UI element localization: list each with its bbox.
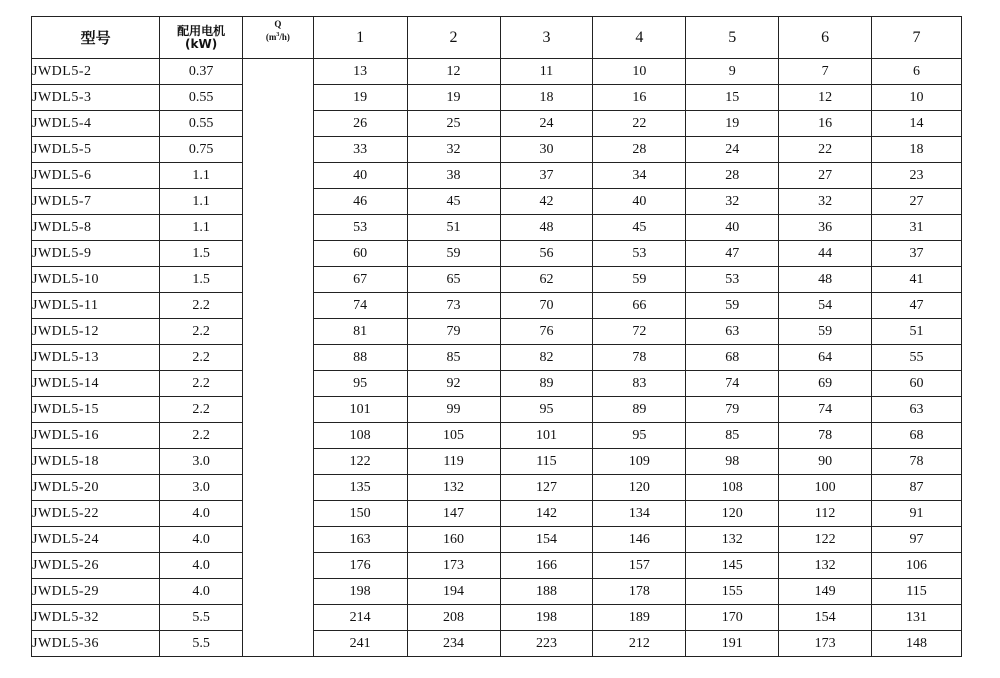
head-value-cell: 6 xyxy=(872,59,962,85)
flow-column-6-header: 6 xyxy=(779,17,872,59)
head-value-cell: 79 xyxy=(407,319,500,345)
head-value-cell: 88 xyxy=(313,345,407,371)
head-value-cell: 150 xyxy=(313,501,407,527)
head-value-cell: 108 xyxy=(686,475,779,501)
head-value-cell: 198 xyxy=(500,605,593,631)
head-value-cell: 173 xyxy=(407,553,500,579)
head-value-cell: 120 xyxy=(686,501,779,527)
head-value-cell: 85 xyxy=(686,423,779,449)
table-row xyxy=(32,371,962,397)
head-value-cell: 149 xyxy=(779,579,872,605)
head-value-cell: 32 xyxy=(407,137,500,163)
table-row xyxy=(32,449,962,475)
motor-power-cell: 5.5 xyxy=(160,631,243,657)
motor-power-cell: 1.5 xyxy=(160,241,243,267)
model-cell: JWDL5-14 xyxy=(32,371,160,397)
head-value-cell: 154 xyxy=(779,605,872,631)
head-value-cell: 69 xyxy=(779,371,872,397)
head-value-cell: 12 xyxy=(407,59,500,85)
head-value-cell: 41 xyxy=(872,267,962,293)
head-value-cell: 25 xyxy=(407,111,500,137)
head-value-cell: 101 xyxy=(313,397,407,423)
head-value-cell: 135 xyxy=(313,475,407,501)
model-cell: JWDL5-26 xyxy=(32,553,160,579)
head-value-cell: 47 xyxy=(872,293,962,319)
head-value-cell: 78 xyxy=(872,449,962,475)
motor-power-cell: 4.0 xyxy=(160,501,243,527)
table-row xyxy=(32,137,962,163)
table-row xyxy=(32,267,962,293)
head-value-cell: 90 xyxy=(779,449,872,475)
head-value-cell: 106 xyxy=(872,553,962,579)
model-cell: JWDL5-12 xyxy=(32,319,160,345)
head-value-cell: 100 xyxy=(779,475,872,501)
head-value-cell: 13 xyxy=(313,59,407,85)
head-value-cell: 72 xyxy=(593,319,686,345)
head-value-cell: 27 xyxy=(779,163,872,189)
motor-power-cell: 2.2 xyxy=(160,293,243,319)
head-value-cell: 119 xyxy=(407,449,500,475)
head-value-cell: 109 xyxy=(593,449,686,475)
head-value-cell: 10 xyxy=(872,85,962,111)
table-body xyxy=(32,59,962,657)
head-value-cell: 78 xyxy=(779,423,872,449)
head-value-cell: 212 xyxy=(593,631,686,657)
head-value-cell: 63 xyxy=(872,397,962,423)
head-value-cell: 68 xyxy=(872,423,962,449)
model-cell: JWDL5-7 xyxy=(32,189,160,215)
head-value-cell: 16 xyxy=(593,85,686,111)
head-value-cell: 33 xyxy=(313,137,407,163)
motor-power-cell: 4.0 xyxy=(160,579,243,605)
table-row xyxy=(32,85,962,111)
head-value-cell: 44 xyxy=(779,241,872,267)
head-value-cell: 14 xyxy=(872,111,962,137)
head-value-cell: 19 xyxy=(313,85,407,111)
head-value-cell: 9 xyxy=(686,59,779,85)
head-value-cell: 91 xyxy=(872,501,962,527)
head-value-cell: 28 xyxy=(593,137,686,163)
head-value-cell: 127 xyxy=(500,475,593,501)
motor-power-cell: 2.2 xyxy=(160,371,243,397)
model-cell: JWDL5-18 xyxy=(32,449,160,475)
head-value-cell: 40 xyxy=(593,189,686,215)
head-value-cell: 101 xyxy=(500,423,593,449)
motor-power-cell: 5.5 xyxy=(160,605,243,631)
head-value-cell: 23 xyxy=(872,163,962,189)
motor-power-cell: 2.2 xyxy=(160,319,243,345)
model-cell: JWDL5-11 xyxy=(32,293,160,319)
head-value-cell: 148 xyxy=(872,631,962,657)
model-cell: JWDL5-22 xyxy=(32,501,160,527)
head-value-cell: 146 xyxy=(593,527,686,553)
head-value-cell: 59 xyxy=(686,293,779,319)
head-value-cell: 134 xyxy=(593,501,686,527)
head-value-cell: 173 xyxy=(779,631,872,657)
head-value-cell: 112 xyxy=(779,501,872,527)
head-value-cell: 19 xyxy=(407,85,500,111)
motor-header-unit: (kW) xyxy=(185,36,218,51)
head-value-cell: 62 xyxy=(500,267,593,293)
motor-power-cell: 1.1 xyxy=(160,163,243,189)
table-row xyxy=(32,579,962,605)
head-value-cell: 131 xyxy=(872,605,962,631)
head-value-cell: 163 xyxy=(313,527,407,553)
head-value-cell: 36 xyxy=(779,215,872,241)
table-row xyxy=(32,605,962,631)
head-value-cell: 67 xyxy=(313,267,407,293)
model-cell: JWDL5-32 xyxy=(32,605,160,631)
model-column-header: 型号 xyxy=(32,17,160,59)
motor-power-cell: 1.1 xyxy=(160,215,243,241)
head-value-cell: 223 xyxy=(500,631,593,657)
head-value-cell: 132 xyxy=(686,527,779,553)
head-value-cell: 78 xyxy=(593,345,686,371)
motor-power-cell: 0.55 xyxy=(160,111,243,137)
model-cell: JWDL5-5 xyxy=(32,137,160,163)
table-row xyxy=(32,163,962,189)
head-value-cell: 45 xyxy=(593,215,686,241)
head-value-cell: 108 xyxy=(313,423,407,449)
head-value-cell: 59 xyxy=(593,267,686,293)
head-value-cell: 194 xyxy=(407,579,500,605)
head-value-cell: 19 xyxy=(686,111,779,137)
head-value-cell: 120 xyxy=(593,475,686,501)
pump-spec-table-container xyxy=(31,16,962,657)
head-value-cell: 83 xyxy=(593,371,686,397)
head-value-cell: 15 xyxy=(686,85,779,111)
head-value-cell: 241 xyxy=(313,631,407,657)
head-value-cell: 27 xyxy=(872,189,962,215)
head-value-cell: 54 xyxy=(779,293,872,319)
head-value-cell: 48 xyxy=(500,215,593,241)
motor-power-cell: 1.1 xyxy=(160,189,243,215)
head-value-cell: 214 xyxy=(313,605,407,631)
head-value-cell: 37 xyxy=(500,163,593,189)
head-value-cell: 22 xyxy=(779,137,872,163)
flow-column-1-header: 1 xyxy=(313,17,407,59)
flow-column-2-header: 2 xyxy=(407,17,500,59)
head-value-cell: 37 xyxy=(872,241,962,267)
head-value-cell: 147 xyxy=(407,501,500,527)
head-value-cell: 64 xyxy=(779,345,872,371)
head-value-cell: 56 xyxy=(500,241,593,267)
table-row xyxy=(32,319,962,345)
head-value-cell: 26 xyxy=(313,111,407,137)
head-value-cell: 97 xyxy=(872,527,962,553)
head-value-cell: 191 xyxy=(686,631,779,657)
head-value-cell: 95 xyxy=(593,423,686,449)
head-value-cell: 47 xyxy=(686,241,779,267)
head-value-cell: 66 xyxy=(593,293,686,319)
head-value-cell: 105 xyxy=(407,423,500,449)
head-value-cell: 11 xyxy=(500,59,593,85)
table-row xyxy=(32,553,962,579)
head-value-cell: 115 xyxy=(872,579,962,605)
flow-column-7-header: 7 xyxy=(872,17,962,59)
flow-rate-unit: $(m^3/h)$ xyxy=(265,32,290,42)
table-row xyxy=(32,501,962,527)
motor-power-cell: 3.0 xyxy=(160,449,243,475)
model-cell: JWDL5-13 xyxy=(32,345,160,371)
head-value-cell: 46 xyxy=(313,189,407,215)
model-cell: JWDL5-24 xyxy=(32,527,160,553)
head-value-cell: 63 xyxy=(686,319,779,345)
head-value-cell: 79 xyxy=(686,397,779,423)
head-value-cell: 38 xyxy=(407,163,500,189)
head-value-cell: 188 xyxy=(500,579,593,605)
head-value-cell: 189 xyxy=(593,605,686,631)
model-cell: JWDL5-2 xyxy=(32,59,160,85)
table-row xyxy=(32,293,962,319)
head-value-cell: 115 xyxy=(500,449,593,475)
head-value-cell: 122 xyxy=(779,527,872,553)
model-cell: JWDL5-9 xyxy=(32,241,160,267)
head-value-cell: 40 xyxy=(313,163,407,189)
head-value-cell: 70 xyxy=(500,293,593,319)
head-value-cell: 89 xyxy=(593,397,686,423)
head-value-cell: 82 xyxy=(500,345,593,371)
head-value-cell: 32 xyxy=(779,189,872,215)
head-value-cell: 74 xyxy=(313,293,407,319)
model-cell: JWDL5-10 xyxy=(32,267,160,293)
header-row xyxy=(32,17,962,59)
model-cell: JWDL5-36 xyxy=(32,631,160,657)
table-row xyxy=(32,241,962,267)
head-value-cell: 142 xyxy=(500,501,593,527)
motor-power-cell: 0.55 xyxy=(160,85,243,111)
model-cell: JWDL5-16 xyxy=(32,423,160,449)
head-value-cell: 30 xyxy=(500,137,593,163)
head-value-cell: 68 xyxy=(686,345,779,371)
head-value-cell: 208 xyxy=(407,605,500,631)
head-value-cell: 24 xyxy=(500,111,593,137)
head-value-cell: 53 xyxy=(313,215,407,241)
head-value-cell: 98 xyxy=(686,449,779,475)
head-value-cell: 160 xyxy=(407,527,500,553)
motor-power-cell: 1.5 xyxy=(160,267,243,293)
table-row xyxy=(32,345,962,371)
head-value-cell: 18 xyxy=(872,137,962,163)
head-value-cell: 22 xyxy=(593,111,686,137)
head-value-cell: 10 xyxy=(593,59,686,85)
head-value-cell: 145 xyxy=(686,553,779,579)
head-value-cell: 42 xyxy=(500,189,593,215)
head-value-cell: 51 xyxy=(407,215,500,241)
head-value-cell: 24 xyxy=(686,137,779,163)
table-row xyxy=(32,397,962,423)
table-header xyxy=(32,17,962,59)
head-value-cell: 76 xyxy=(500,319,593,345)
head-value-cell: 99 xyxy=(407,397,500,423)
head-value-cell: 60 xyxy=(313,241,407,267)
motor-power-cell: 2.2 xyxy=(160,423,243,449)
head-value-cell: 132 xyxy=(407,475,500,501)
head-value-cell: 170 xyxy=(686,605,779,631)
head-value-cell: 154 xyxy=(500,527,593,553)
head-value-cell: 48 xyxy=(779,267,872,293)
flow-column-5-header: 5 xyxy=(686,17,779,59)
model-cell: JWDL5-3 xyxy=(32,85,160,111)
motor-power-cell: 4.0 xyxy=(160,553,243,579)
pump-spec-table xyxy=(31,16,962,657)
motor-header-title: 配用电机 xyxy=(177,23,226,38)
head-value-cell: 34 xyxy=(593,163,686,189)
table-row xyxy=(32,631,962,657)
motor-power-cell: 2.2 xyxy=(160,345,243,371)
model-cell: JWDL5-20 xyxy=(32,475,160,501)
head-value-cell: 31 xyxy=(872,215,962,241)
head-value-cell: 122 xyxy=(313,449,407,475)
head-value-cell: 32 xyxy=(686,189,779,215)
head-value-cell: 234 xyxy=(407,631,500,657)
motor-power-cell: 0.75 xyxy=(160,137,243,163)
head-value-cell: 12 xyxy=(779,85,872,111)
head-value-cell: 178 xyxy=(593,579,686,605)
model-cell: JWDL5-8 xyxy=(32,215,160,241)
head-value-cell: 74 xyxy=(686,371,779,397)
head-value-cell: 28 xyxy=(686,163,779,189)
head-value-cell: 59 xyxy=(779,319,872,345)
head-value-cell: 95 xyxy=(313,371,407,397)
table-row xyxy=(32,189,962,215)
head-value-cell: 85 xyxy=(407,345,500,371)
model-cell: JWDL5-29 xyxy=(32,579,160,605)
model-cell: JWDL5-6 xyxy=(32,163,160,189)
head-value-cell: 95 xyxy=(500,397,593,423)
motor-power-cell: 3.0 xyxy=(160,475,243,501)
head-value-cell: 65 xyxy=(407,267,500,293)
flow-rate-symbol: Q xyxy=(274,19,282,29)
table-row xyxy=(32,215,962,241)
head-value-cell: 40 xyxy=(686,215,779,241)
head-value-cell: 16 xyxy=(779,111,872,137)
head-value-cell: 89 xyxy=(500,371,593,397)
head-value-cell: 132 xyxy=(779,553,872,579)
head-value-cell: 92 xyxy=(407,371,500,397)
head-value-cell: 60 xyxy=(872,371,962,397)
head-value-cell: 55 xyxy=(872,345,962,371)
head-value-cell: 155 xyxy=(686,579,779,605)
head-value-cell: 18 xyxy=(500,85,593,111)
table-row xyxy=(32,423,962,449)
flow-column-4-header: 4 xyxy=(593,17,686,59)
head-value-cell: 81 xyxy=(313,319,407,345)
head-value-cell: 53 xyxy=(593,241,686,267)
model-cell: JWDL5-4 xyxy=(32,111,160,137)
head-value-cell: 198 xyxy=(313,579,407,605)
head-value-cell: 59 xyxy=(407,241,500,267)
flow-column-3-header: 3 xyxy=(500,17,593,59)
head-value-cell: 87 xyxy=(872,475,962,501)
head-value-cell: 157 xyxy=(593,553,686,579)
table-row xyxy=(32,475,962,501)
motor-power-column-header xyxy=(160,17,243,59)
table-row xyxy=(32,527,962,553)
motor-power-cell: 2.2 xyxy=(160,397,243,423)
table-row xyxy=(32,59,962,85)
head-label-cell xyxy=(243,59,314,657)
motor-power-cell: 4.0 xyxy=(160,527,243,553)
head-value-cell: 51 xyxy=(872,319,962,345)
head-value-cell: 7 xyxy=(779,59,872,85)
head-value-cell: 53 xyxy=(686,267,779,293)
head-value-cell: 166 xyxy=(500,553,593,579)
flow-rate-header xyxy=(243,17,314,59)
motor-power-cell: 0.37 xyxy=(160,59,243,85)
head-value-cell: 73 xyxy=(407,293,500,319)
table-row xyxy=(32,111,962,137)
head-value-cell: 45 xyxy=(407,189,500,215)
head-value-cell: 74 xyxy=(779,397,872,423)
model-cell: JWDL5-15 xyxy=(32,397,160,423)
head-value-cell: 176 xyxy=(313,553,407,579)
